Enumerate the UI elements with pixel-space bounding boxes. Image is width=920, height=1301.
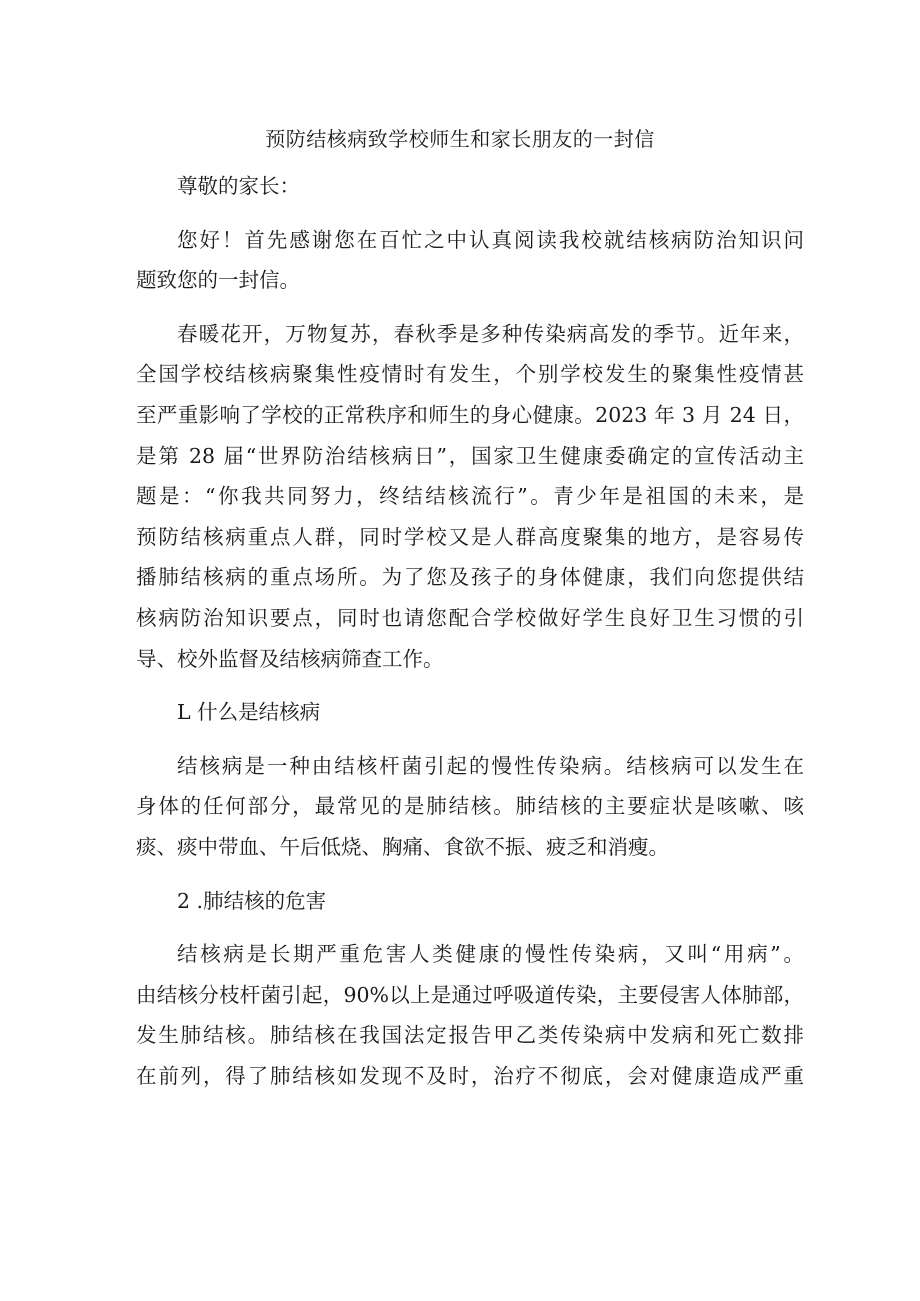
paragraph-line: 痰、痰中带血、午后低烧、胸痛、食欲不振、疲乏和消瘦。 [136, 834, 669, 859]
paragraph-greeting [136, 220, 804, 301]
paragraph-line: 题致您的一封信。 [136, 268, 300, 293]
paragraph-line: 由结核分枝杆菌引起，90%以上是通过呼吸道传染，主要侵害人体肺部， [136, 982, 804, 1007]
paragraph-line: 是第 28 届“世界防治结核病日”，国家卫生健康委确定的宣传活动主 [136, 443, 804, 468]
paragraph-line: 全国学校结核病聚集性疫情时有发生，个别学校发生的聚集性疫情甚 [136, 362, 804, 387]
paragraph-line: 导、校外监督及结核病筛查工作。 [136, 646, 444, 671]
paragraph-gap [136, 301, 804, 314]
paragraph-gap [136, 679, 804, 692]
paragraph-line: 您好！首先感谢您在百忙之中认真阅读我校就结核病防治知识问 [177, 227, 804, 252]
paragraph-tb-harm [136, 934, 804, 1096]
paragraph-gap [136, 733, 804, 746]
paragraph-intro [136, 314, 804, 679]
paragraph-gap [136, 921, 804, 934]
paragraph-line: 播肺结核病的重点场所。为了您及孩子的身体健康，我们向您提供结 [136, 565, 804, 590]
paragraph-gap [136, 207, 804, 220]
paragraph-line: 预防结核病重点人群，同时学校又是人群高度聚集的地方，是容易传 [136, 524, 804, 549]
section-heading-what-is-tb: L 什么是结核病 [177, 700, 321, 725]
section-heading-tb-harm: 2 .肺结核的危害 [177, 888, 327, 913]
paragraph-gap [136, 868, 804, 881]
paragraph-line: 春暖花开，万物复苏，春秋季是多种传染病高发的季节。近年来， [177, 321, 804, 346]
paragraph-line: 在前列，得了肺结核如发现不及时，治疗不彻底，会对健康造成严重 [136, 1063, 804, 1088]
salutation: 尊敬的家长： [177, 174, 300, 198]
paragraph-line: 身体的任何部分，最常见的是肺结核。肺结核的主要症状是咳嗽、咳 [136, 794, 804, 819]
paragraph-line: 发生肺结核。肺结核在我国法定报告甲乙类传染病中发病和死亡数排 [136, 1023, 804, 1048]
letter-body [136, 166, 804, 1096]
document-title: 预防结核病致学校师生和家长朋友的一封信 [265, 127, 655, 151]
paragraph-line: 题是：“你我共同努力，终结结核流行”。青少年是祖国的未来，是 [136, 484, 804, 509]
paragraph-what-is-tb [136, 746, 804, 868]
paragraph-line: 核病防治知识要点，同时也请您配合学校做好学生良好卫生习惯的引 [136, 605, 804, 630]
paragraph-line: 至严重影响了学校的正常秩序和师生的身心健康。2023 年 3 月 24 日， [136, 402, 804, 427]
paragraph-line: 结核病是长期严重危害人类健康的慢性传染病，又叫“用病”。 [177, 942, 804, 967]
paragraph-line: 结核病是一种由结核杆菌引起的慢性传染病。结核病可以发生在 [177, 753, 804, 778]
